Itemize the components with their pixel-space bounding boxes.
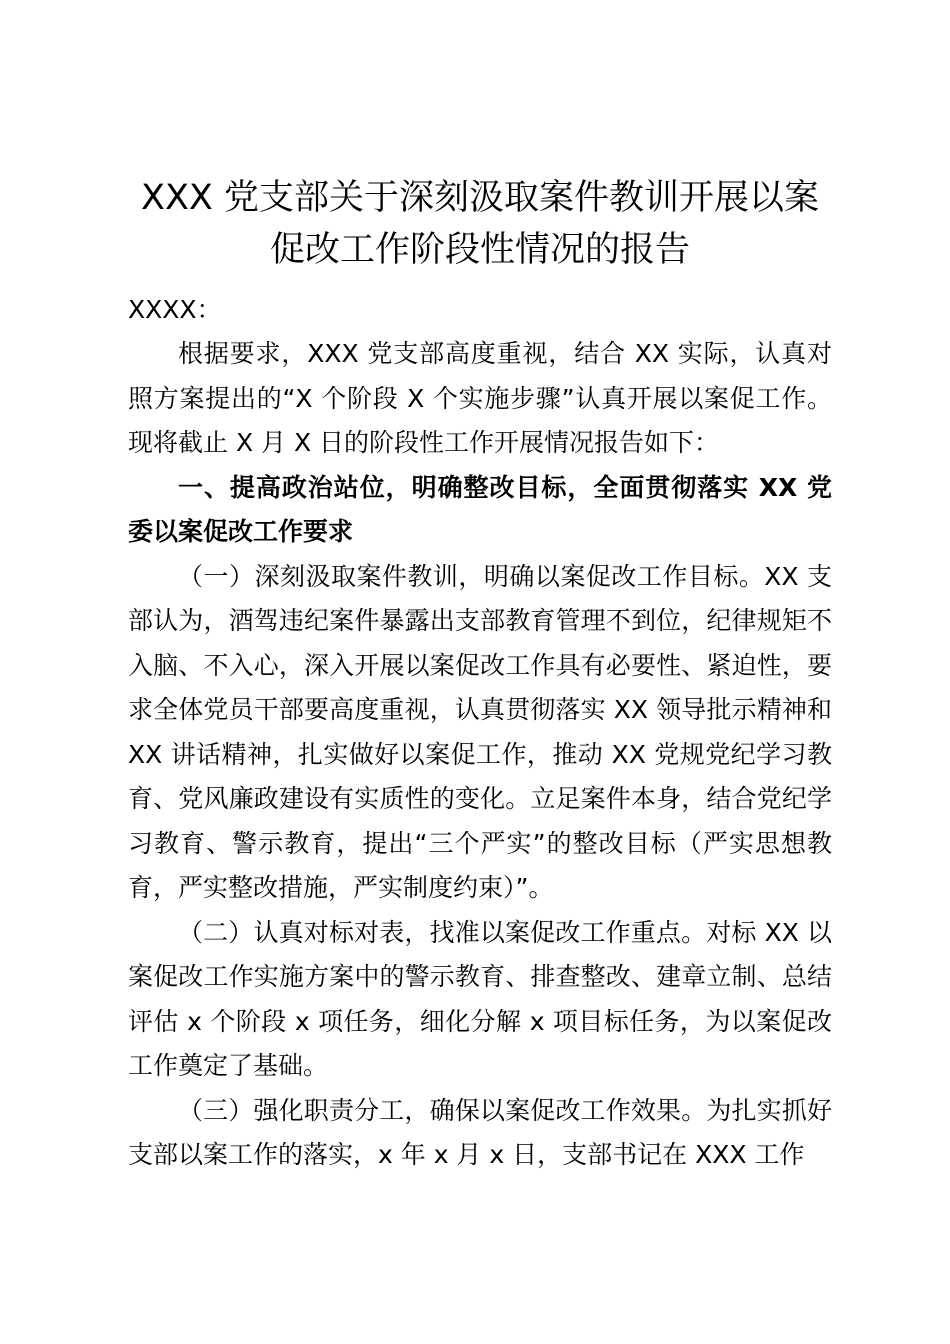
document-title [116,172,844,276]
subsection-paragraph-1: （一）深刻汲取案件教训，明确以案促改工作目标。XX 支部认为，酒驾违纪案件暴露出支部教育管理不到位，纪律规矩不入脑、不入心，深入开展以案促改工作具有必要性、紧迫性，要求全体党员干部要高度重视，认真贯彻落实 XX 领导批示精神和 XX 讲话精神，扎实做好以案促工作，推动 XX 党规党纪学习教育、党风廉政建设有实质性的变化。立足案件本身，结合党纪学习教育、警示教育，提出“三个严实”的整改目标（严实思想教育，严实整改措施，严实制度约束）”。 [128,561,832,902]
intro-paragraph: 根据要求，XXX 党支部高度重视，结合 XX 实际，认真对照方案提出的“X 个阶段 X 个实施步骤”认真开展以案促工作。现将截止 X 月 X 日的阶段性工作开展情况报告如下： [128,339,832,457]
title-line-2: 促改工作阶段性情况的报告 [269,230,690,270]
section-heading-1: 一、提高政治站位，明确整改目标，全面贯彻落实 XX 党委以案促改工作要求 [128,472,832,546]
subsection-paragraph-3: （三）强化职责分工，确保以案促改工作效果。为扎实抓好支部以案工作的落实，x 年 x 月 x 日，支部书记在 XXX 工作 [128,1095,832,1169]
subsection-paragraph-2: （二）认真对标对表，找准以案促改工作重点。对标 XX 以案促改工作实施方案中的警示教育、排查整改、建章立制、总结评估 x 个阶段 x 项任务，细化分解 x 项目标任务，为以案促改工作奠定了基础。 [128,917,832,1080]
addressee: XXXX： [128,295,222,324]
title-line-1: XXX 党支部关于深刻汲取案件教训开展以案 [140,178,820,218]
